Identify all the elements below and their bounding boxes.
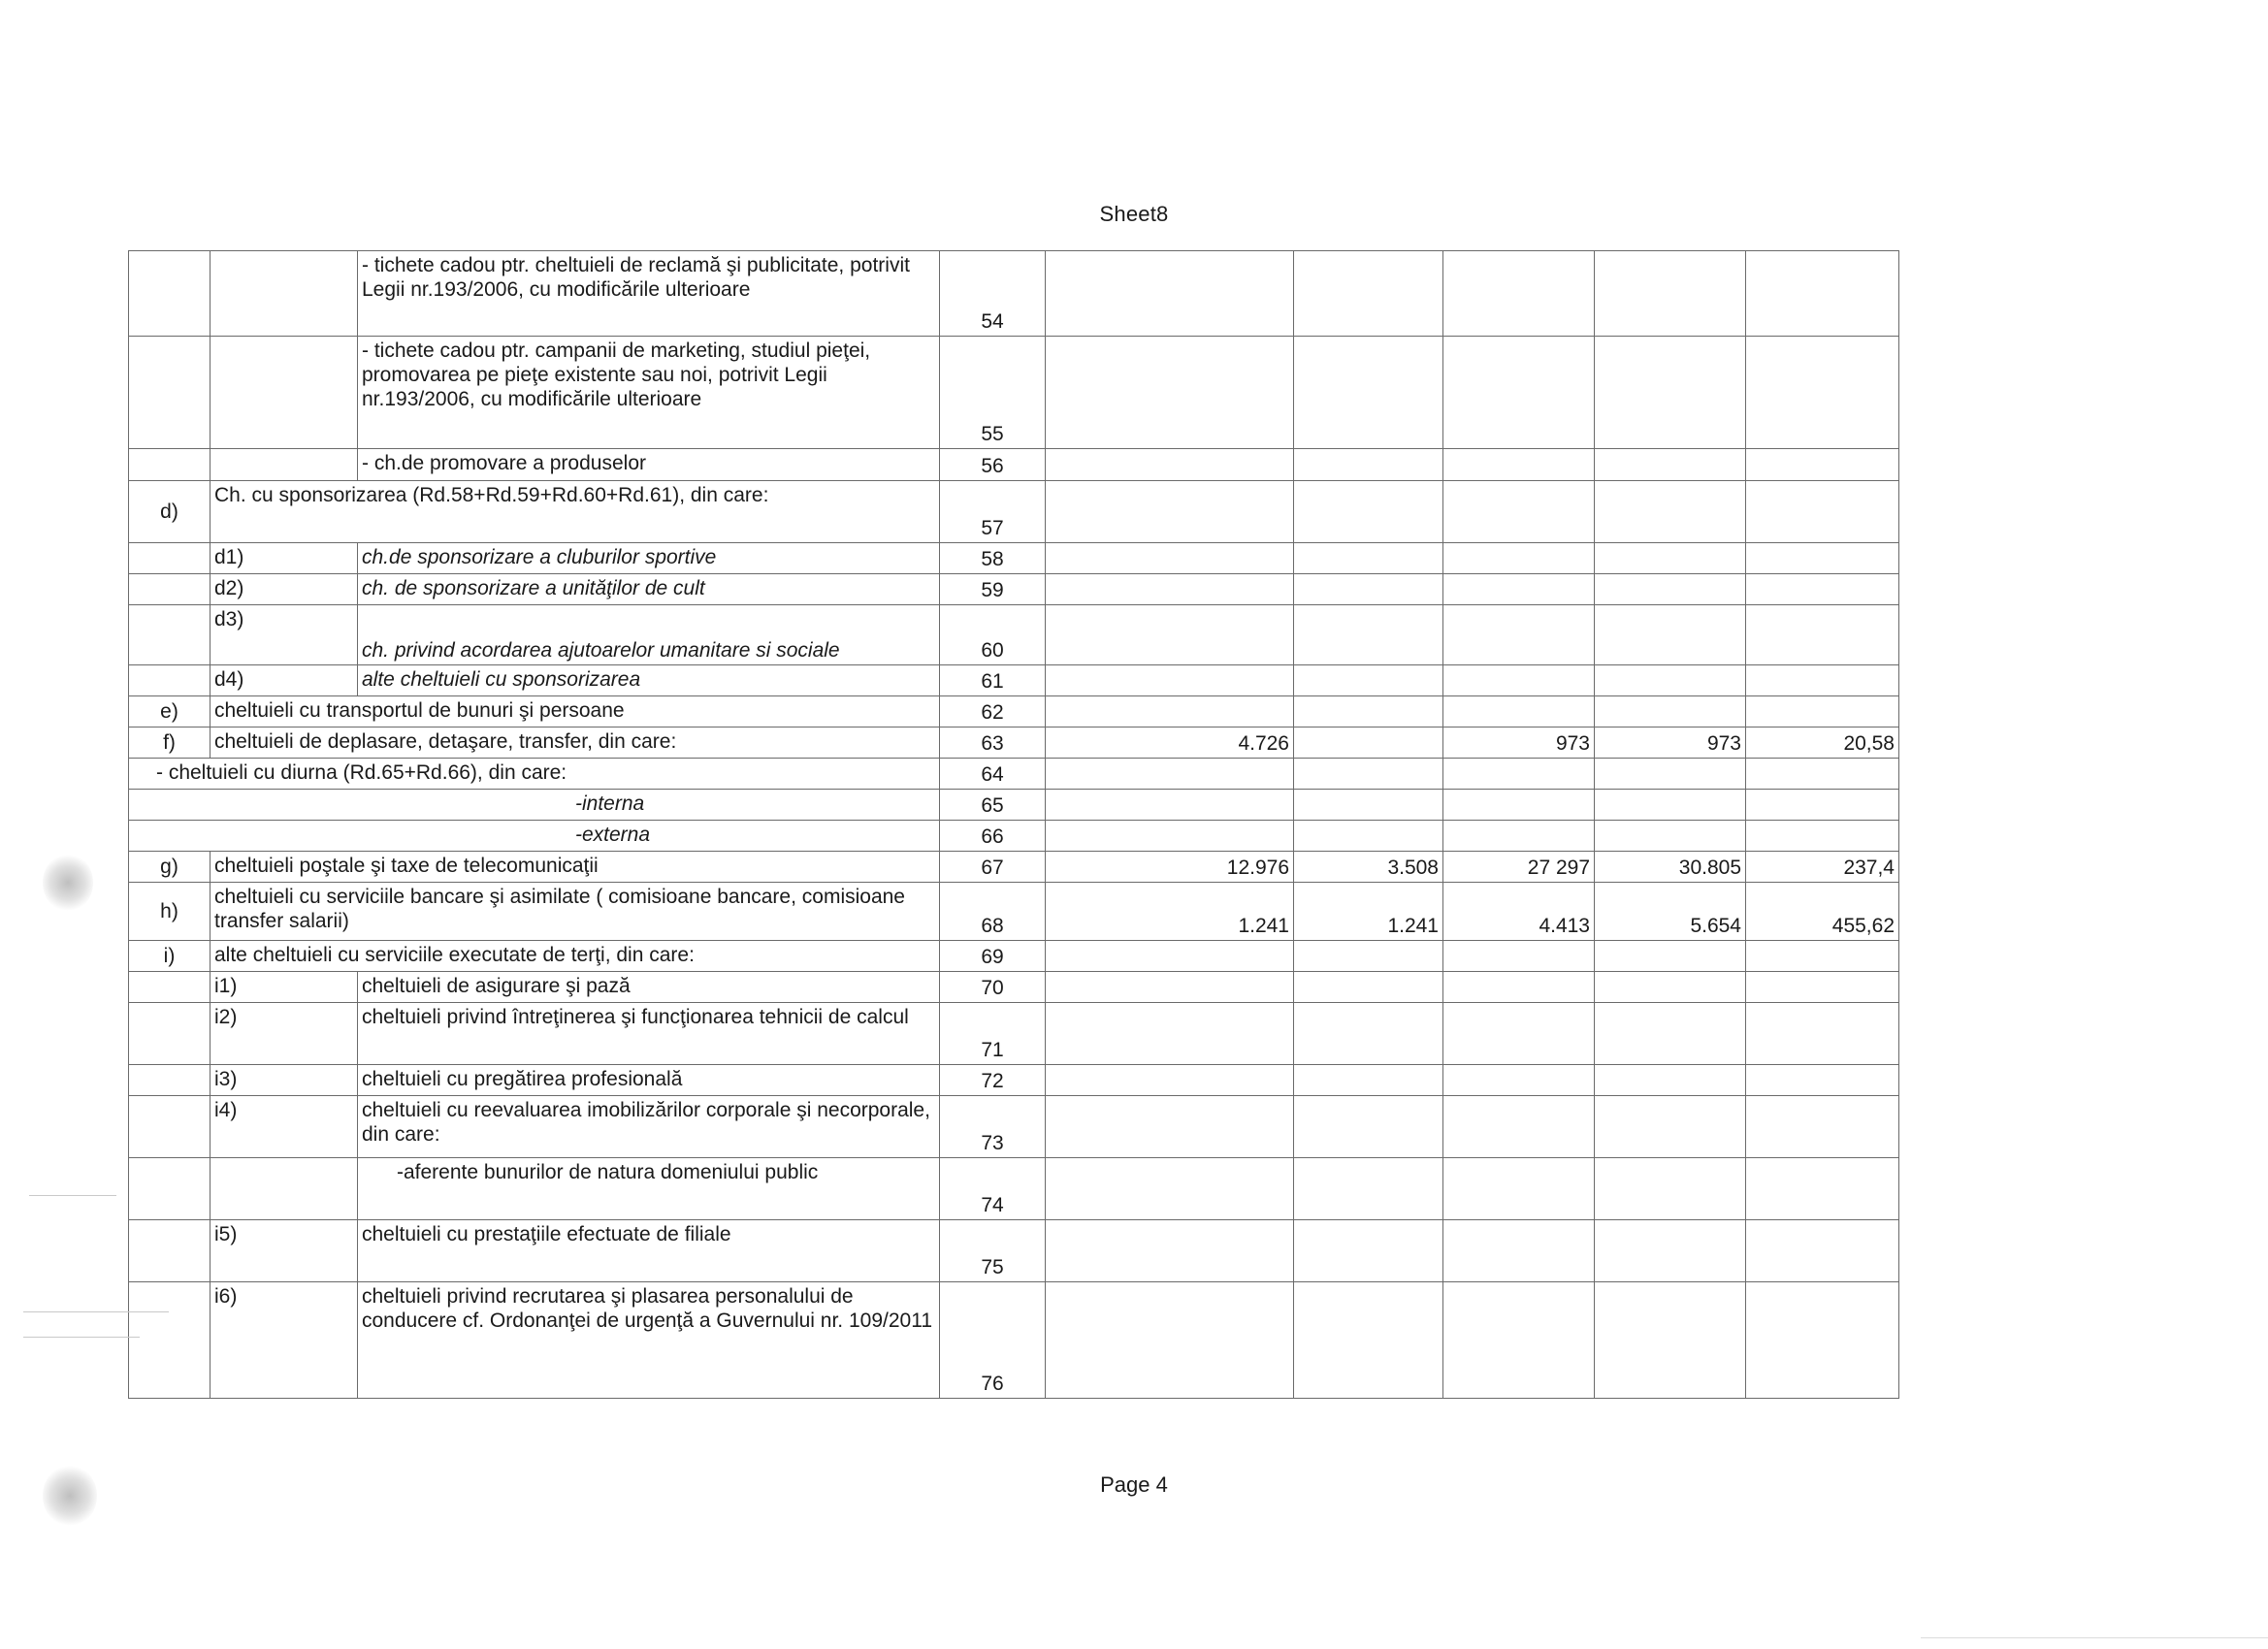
row-number: 72 xyxy=(940,1065,1046,1096)
value-cell-5 xyxy=(1746,481,1899,543)
row-number: 54 xyxy=(940,251,1046,337)
value-cell-3 xyxy=(1443,251,1595,337)
value-cell-3 xyxy=(1443,1065,1595,1096)
row-number: 68 xyxy=(940,883,1046,941)
value-cell-2 xyxy=(1294,1220,1443,1282)
table-row xyxy=(129,972,1899,1003)
scan-speck xyxy=(23,1311,169,1312)
value-cell-1 xyxy=(1046,449,1294,481)
code-cell xyxy=(129,1158,211,1220)
table-row xyxy=(129,759,1899,790)
row-number: 63 xyxy=(940,728,1046,759)
value-cell-4 xyxy=(1595,665,1746,696)
value-cell-2 xyxy=(1294,251,1443,337)
value-cell-2 xyxy=(1294,1096,1443,1158)
value-cell-2 xyxy=(1294,972,1443,1003)
value-cell-3 xyxy=(1443,543,1595,574)
value-cell-1 xyxy=(1046,481,1294,543)
value-cell-5 xyxy=(1746,251,1899,337)
value-cell-3 xyxy=(1443,665,1595,696)
code-cell xyxy=(129,449,211,481)
row-number: 70 xyxy=(940,972,1046,1003)
value-cell-3 xyxy=(1443,449,1595,481)
description-cell: ch. privind acordarea ajutoarelor umanitare si sociale xyxy=(358,605,940,665)
description-cell: ch.de sponsorizare a cluburilor sportive xyxy=(358,543,940,574)
value-cell-5 xyxy=(1746,1065,1899,1096)
value-cell-1 xyxy=(1046,251,1294,337)
value-cell-4 xyxy=(1595,972,1746,1003)
sub-cell: i1) xyxy=(211,972,358,1003)
table-row xyxy=(129,883,1899,941)
code-cell xyxy=(129,1003,211,1065)
punch-hole-mark xyxy=(43,854,93,912)
code-cell xyxy=(129,337,211,449)
sub-cell: d2) xyxy=(211,574,358,605)
value-cell-2 xyxy=(1294,941,1443,972)
table-row xyxy=(129,337,1899,449)
code-cell xyxy=(129,1282,211,1399)
value-cell-2 xyxy=(1294,337,1443,449)
value-cell-1 xyxy=(1046,1065,1294,1096)
description-cell: alte cheltuieli cu serviciile executate de terţi, din care: xyxy=(211,941,940,972)
table-row xyxy=(129,605,1899,665)
table-row xyxy=(129,543,1899,574)
value-cell-1 xyxy=(1046,1003,1294,1065)
description-cell: -aferente bunurilor de natura domeniului public xyxy=(358,1158,940,1220)
row-number: 59 xyxy=(940,574,1046,605)
value-cell-5 xyxy=(1746,972,1899,1003)
description-cell: cheltuieli privind recrutarea şi plasarea personalului de conducere cf. Ordonanţei de urgenţă a Guvernului nr. 109/2011 xyxy=(358,1282,940,1399)
value-cell-3: 27 297 xyxy=(1443,852,1595,883)
value-cell-1 xyxy=(1046,543,1294,574)
row-number: 62 xyxy=(940,696,1046,728)
table-row xyxy=(129,941,1899,972)
table-row xyxy=(129,728,1899,759)
code-cell xyxy=(129,972,211,1003)
value-cell-3 xyxy=(1443,1220,1595,1282)
value-cell-1 xyxy=(1046,337,1294,449)
code-cell: f) xyxy=(129,728,211,759)
sub-cell: i5) xyxy=(211,1220,358,1282)
value-cell-4 xyxy=(1595,1220,1746,1282)
value-cell-5: 20,58 xyxy=(1746,728,1899,759)
value-cell-2 xyxy=(1294,1065,1443,1096)
value-cell-4 xyxy=(1595,1065,1746,1096)
table-row xyxy=(129,1003,1899,1065)
sub-cell xyxy=(211,251,358,337)
value-cell-1 xyxy=(1046,665,1294,696)
value-cell-1 xyxy=(1046,1096,1294,1158)
value-cell-4 xyxy=(1595,251,1746,337)
value-cell-4 xyxy=(1595,1158,1746,1220)
value-cell-5 xyxy=(1746,605,1899,665)
value-cell-1 xyxy=(1046,1158,1294,1220)
value-cell-3 xyxy=(1443,1158,1595,1220)
value-cell-5 xyxy=(1746,574,1899,605)
table-row xyxy=(129,449,1899,481)
value-cell-3 xyxy=(1443,605,1595,665)
value-cell-4 xyxy=(1595,1096,1746,1158)
table-row xyxy=(129,1282,1899,1399)
row-number: 69 xyxy=(940,941,1046,972)
row-number: 60 xyxy=(940,605,1046,665)
sub-cell xyxy=(211,337,358,449)
value-cell-4 xyxy=(1595,1282,1746,1399)
value-cell-4 xyxy=(1595,821,1746,852)
sheet-title: Sheet8 xyxy=(1099,202,1169,226)
value-cell-2 xyxy=(1294,790,1443,821)
value-cell-1 xyxy=(1046,1220,1294,1282)
row-number: 71 xyxy=(940,1003,1046,1065)
row-number: 55 xyxy=(940,337,1046,449)
description-cell: - ch.de promovare a produselor xyxy=(358,449,940,481)
description-cell: cheltuieli cu reevaluarea imobilizărilor corporale şi necorporale, din care: xyxy=(358,1096,940,1158)
value-cell-2 xyxy=(1294,543,1443,574)
table-row xyxy=(129,1220,1899,1282)
table-row xyxy=(129,1096,1899,1158)
value-cell-2 xyxy=(1294,1003,1443,1065)
description-cell: - cheltuieli cu diurna (Rd.65+Rd.66), din care: xyxy=(129,759,940,790)
code-cell: i) xyxy=(129,941,211,972)
sub-cell: d4) xyxy=(211,665,358,696)
description-cell: cheltuieli cu prestaţiile efectuate de filiale xyxy=(358,1220,940,1282)
value-cell-5 xyxy=(1746,1220,1899,1282)
code-cell xyxy=(129,543,211,574)
row-number: 56 xyxy=(940,449,1046,481)
value-cell-3 xyxy=(1443,941,1595,972)
table-row xyxy=(129,1158,1899,1220)
value-cell-2 xyxy=(1294,665,1443,696)
row-number: 64 xyxy=(940,759,1046,790)
table-row xyxy=(129,790,1899,821)
description-cell: -interna xyxy=(129,790,940,821)
description-cell: cheltuieli cu serviciile bancare şi asimilate ( comisioane bancare, comisioane transfer salarii) xyxy=(211,883,940,941)
table-row xyxy=(129,821,1899,852)
value-cell-4 xyxy=(1595,759,1746,790)
value-cell-5 xyxy=(1746,337,1899,449)
table-row xyxy=(129,852,1899,883)
value-cell-3 xyxy=(1443,337,1595,449)
value-cell-4 xyxy=(1595,941,1746,972)
code-cell xyxy=(129,1096,211,1158)
description-cell: cheltuieli de asigurare şi pază xyxy=(358,972,940,1003)
sub-cell: i6) xyxy=(211,1282,358,1399)
value-cell-2: 3.508 xyxy=(1294,852,1443,883)
code-cell xyxy=(129,251,211,337)
row-number: 57 xyxy=(940,481,1046,543)
value-cell-5 xyxy=(1746,543,1899,574)
row-number: 73 xyxy=(940,1096,1046,1158)
code-cell xyxy=(129,1220,211,1282)
value-cell-1 xyxy=(1046,574,1294,605)
value-cell-5 xyxy=(1746,1282,1899,1399)
value-cell-2 xyxy=(1294,605,1443,665)
value-cell-2 xyxy=(1294,728,1443,759)
row-number: 61 xyxy=(940,665,1046,696)
punch-hole-mark xyxy=(43,1465,97,1527)
expense-table xyxy=(128,250,1899,1399)
value-cell-2 xyxy=(1294,759,1443,790)
row-number: 66 xyxy=(940,821,1046,852)
value-cell-3 xyxy=(1443,1003,1595,1065)
value-cell-5 xyxy=(1746,941,1899,972)
value-cell-2: 1.241 xyxy=(1294,883,1443,941)
code-cell: g) xyxy=(129,852,211,883)
code-cell xyxy=(129,574,211,605)
value-cell-5 xyxy=(1746,1158,1899,1220)
description-cell: cheltuieli de deplasare, detaşare, transfer, din care: xyxy=(211,728,940,759)
code-cell xyxy=(129,605,211,665)
code-cell: h) xyxy=(129,883,211,941)
value-cell-1 xyxy=(1046,972,1294,1003)
table-row xyxy=(129,251,1899,337)
description-cell: Ch. cu sponsorizarea (Rd.58+Rd.59+Rd.60+Rd.61), din care: xyxy=(211,481,940,543)
row-number: 76 xyxy=(940,1282,1046,1399)
sub-cell xyxy=(211,1158,358,1220)
value-cell-4: 5.654 xyxy=(1595,883,1746,941)
value-cell-4 xyxy=(1595,481,1746,543)
row-number: 65 xyxy=(940,790,1046,821)
code-cell xyxy=(129,1065,211,1096)
scan-speck xyxy=(1921,1637,2268,1638)
value-cell-5 xyxy=(1746,665,1899,696)
value-cell-1 xyxy=(1046,821,1294,852)
description-cell: - tichete cadou ptr. campanii de marketing, studiul pieţei, promovarea pe pieţe existente sau noi, potrivit Legii nr.193/2006, cu modificările ulterioare xyxy=(358,337,940,449)
value-cell-5 xyxy=(1746,821,1899,852)
page-number: Page 4 xyxy=(1100,1472,1168,1497)
value-cell-1: 12.976 xyxy=(1046,852,1294,883)
description-cell: -externa xyxy=(129,821,940,852)
value-cell-3: 4.413 xyxy=(1443,883,1595,941)
table-row xyxy=(129,665,1899,696)
value-cell-3 xyxy=(1443,972,1595,1003)
value-cell-4 xyxy=(1595,1003,1746,1065)
value-cell-3 xyxy=(1443,574,1595,605)
value-cell-4 xyxy=(1595,574,1746,605)
value-cell-3 xyxy=(1443,821,1595,852)
value-cell-1 xyxy=(1046,605,1294,665)
value-cell-3 xyxy=(1443,759,1595,790)
description-cell: cheltuieli poştale şi taxe de telecomunicaţii xyxy=(211,852,940,883)
scan-speck xyxy=(29,1195,116,1196)
value-cell-2 xyxy=(1294,449,1443,481)
value-cell-1 xyxy=(1046,1282,1294,1399)
sub-cell: i3) xyxy=(211,1065,358,1096)
value-cell-2 xyxy=(1294,821,1443,852)
table-row xyxy=(129,481,1899,543)
value-cell-1: 1.241 xyxy=(1046,883,1294,941)
value-cell-5 xyxy=(1746,696,1899,728)
value-cell-3 xyxy=(1443,1096,1595,1158)
row-number: 58 xyxy=(940,543,1046,574)
sub-cell: d1) xyxy=(211,543,358,574)
value-cell-5 xyxy=(1746,759,1899,790)
value-cell-1: 4.726 xyxy=(1046,728,1294,759)
value-cell-5 xyxy=(1746,1003,1899,1065)
value-cell-4 xyxy=(1595,337,1746,449)
value-cell-4: 973 xyxy=(1595,728,1746,759)
value-cell-3 xyxy=(1443,790,1595,821)
description-cell: cheltuieli cu pregătirea profesională xyxy=(358,1065,940,1096)
value-cell-2 xyxy=(1294,696,1443,728)
value-cell-5 xyxy=(1746,1096,1899,1158)
value-cell-3 xyxy=(1443,1282,1595,1399)
description-cell: ch. de sponsorizare a unităţilor de cult xyxy=(358,574,940,605)
value-cell-1 xyxy=(1046,941,1294,972)
value-cell-5: 455,62 xyxy=(1746,883,1899,941)
value-cell-4 xyxy=(1595,449,1746,481)
value-cell-2 xyxy=(1294,1282,1443,1399)
code-cell xyxy=(129,665,211,696)
description-cell: alte cheltuieli cu sponsorizarea xyxy=(358,665,940,696)
table-row xyxy=(129,696,1899,728)
value-cell-5 xyxy=(1746,790,1899,821)
row-number: 74 xyxy=(940,1158,1046,1220)
value-cell-3 xyxy=(1443,696,1595,728)
value-cell-1 xyxy=(1046,790,1294,821)
code-cell: e) xyxy=(129,696,211,728)
table-row xyxy=(129,574,1899,605)
value-cell-4 xyxy=(1595,696,1746,728)
value-cell-3 xyxy=(1443,481,1595,543)
row-number: 75 xyxy=(940,1220,1046,1282)
row-number: 67 xyxy=(940,852,1046,883)
sub-cell: i4) xyxy=(211,1096,358,1158)
scan-speck xyxy=(23,1337,140,1338)
description-cell: - tichete cadou ptr. cheltuieli de reclamă şi publicitate, potrivit Legii nr.193/2006, cu modificările ulterioare xyxy=(358,251,940,337)
table-row xyxy=(129,1065,1899,1096)
value-cell-4: 30.805 xyxy=(1595,852,1746,883)
value-cell-3: 973 xyxy=(1443,728,1595,759)
code-cell: d) xyxy=(129,481,211,543)
value-cell-2 xyxy=(1294,481,1443,543)
value-cell-5: 237,4 xyxy=(1746,852,1899,883)
value-cell-4 xyxy=(1595,790,1746,821)
value-cell-5 xyxy=(1746,449,1899,481)
value-cell-1 xyxy=(1046,696,1294,728)
sub-cell: i2) xyxy=(211,1003,358,1065)
value-cell-4 xyxy=(1595,605,1746,665)
description-cell: cheltuieli cu transportul de bunuri şi persoane xyxy=(211,696,940,728)
value-cell-4 xyxy=(1595,543,1746,574)
sub-cell xyxy=(211,449,358,481)
value-cell-2 xyxy=(1294,1158,1443,1220)
value-cell-2 xyxy=(1294,574,1443,605)
sub-cell: d3) xyxy=(211,605,358,665)
value-cell-1 xyxy=(1046,759,1294,790)
description-cell: cheltuieli privind întreţinerea şi funcţionarea tehnicii de calcul xyxy=(358,1003,940,1065)
